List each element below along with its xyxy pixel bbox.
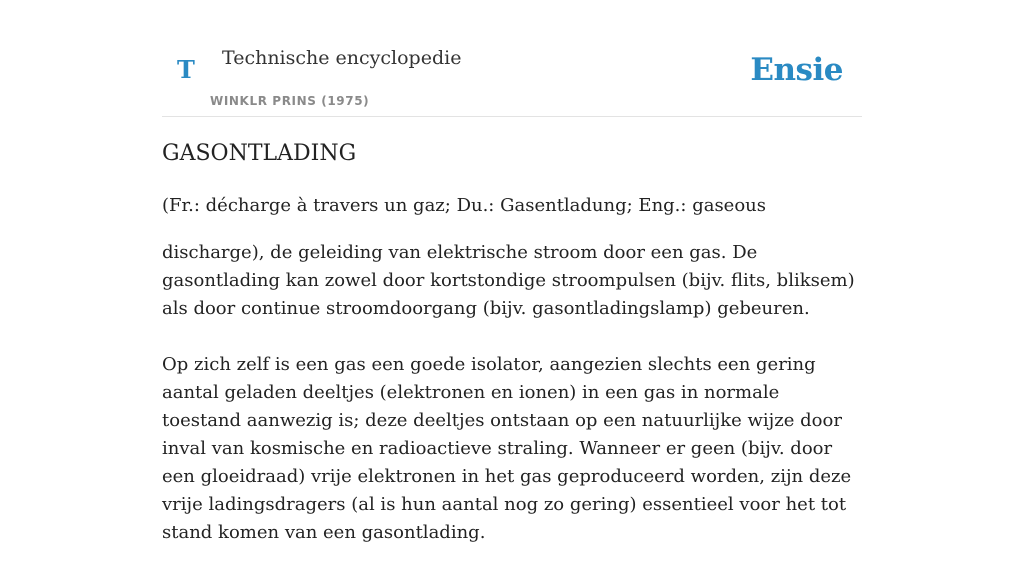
article-lead: (Fr.: décharge à travers un gaz; Du.: Gasentladung; Eng.: gaseous	[162, 195, 767, 216]
brand-logo[interactable]: Ensie	[750, 52, 843, 88]
book-subtitle: WINKLR PRINS (1975)	[210, 94, 370, 108]
article-paragraph: discharge), de geleiding van elektrische stroom door een gas. De gasontlading kan zowel door kortstondige stroompulsen (bijv. flits, bliksem) als door continue stroomdoorgang (bijv. gasontladingslamp) gebeuren.	[162, 242, 855, 319]
page-header	[162, 0, 862, 117]
article-body	[162, 138, 862, 575]
encyclopedia-logo[interactable]: T	[177, 55, 195, 84]
article-title: GASONTLADING	[162, 141, 357, 166]
book-title[interactable]: Technische encyclopedie	[222, 47, 462, 69]
article-paragraph: Op zich zelf is een gas een goede isolator, aangezien slechts een gering aantal geladen deeltjes (elektronen en ionen) in een gas in normale toestand aanwezig is; deze deeltjes ontstaan op een natuurlijke wijze door inval van kosmische en radioactieve straling. Wanneer er geen (bijv. door een gloeidraad) vrije elektronen in het gas geproduceerd worden, zijn deze vrije ladingsdragers (al is hun aantal nog zo gering) essentieel voor het tot stand komen van een gasontlading.	[162, 354, 852, 543]
